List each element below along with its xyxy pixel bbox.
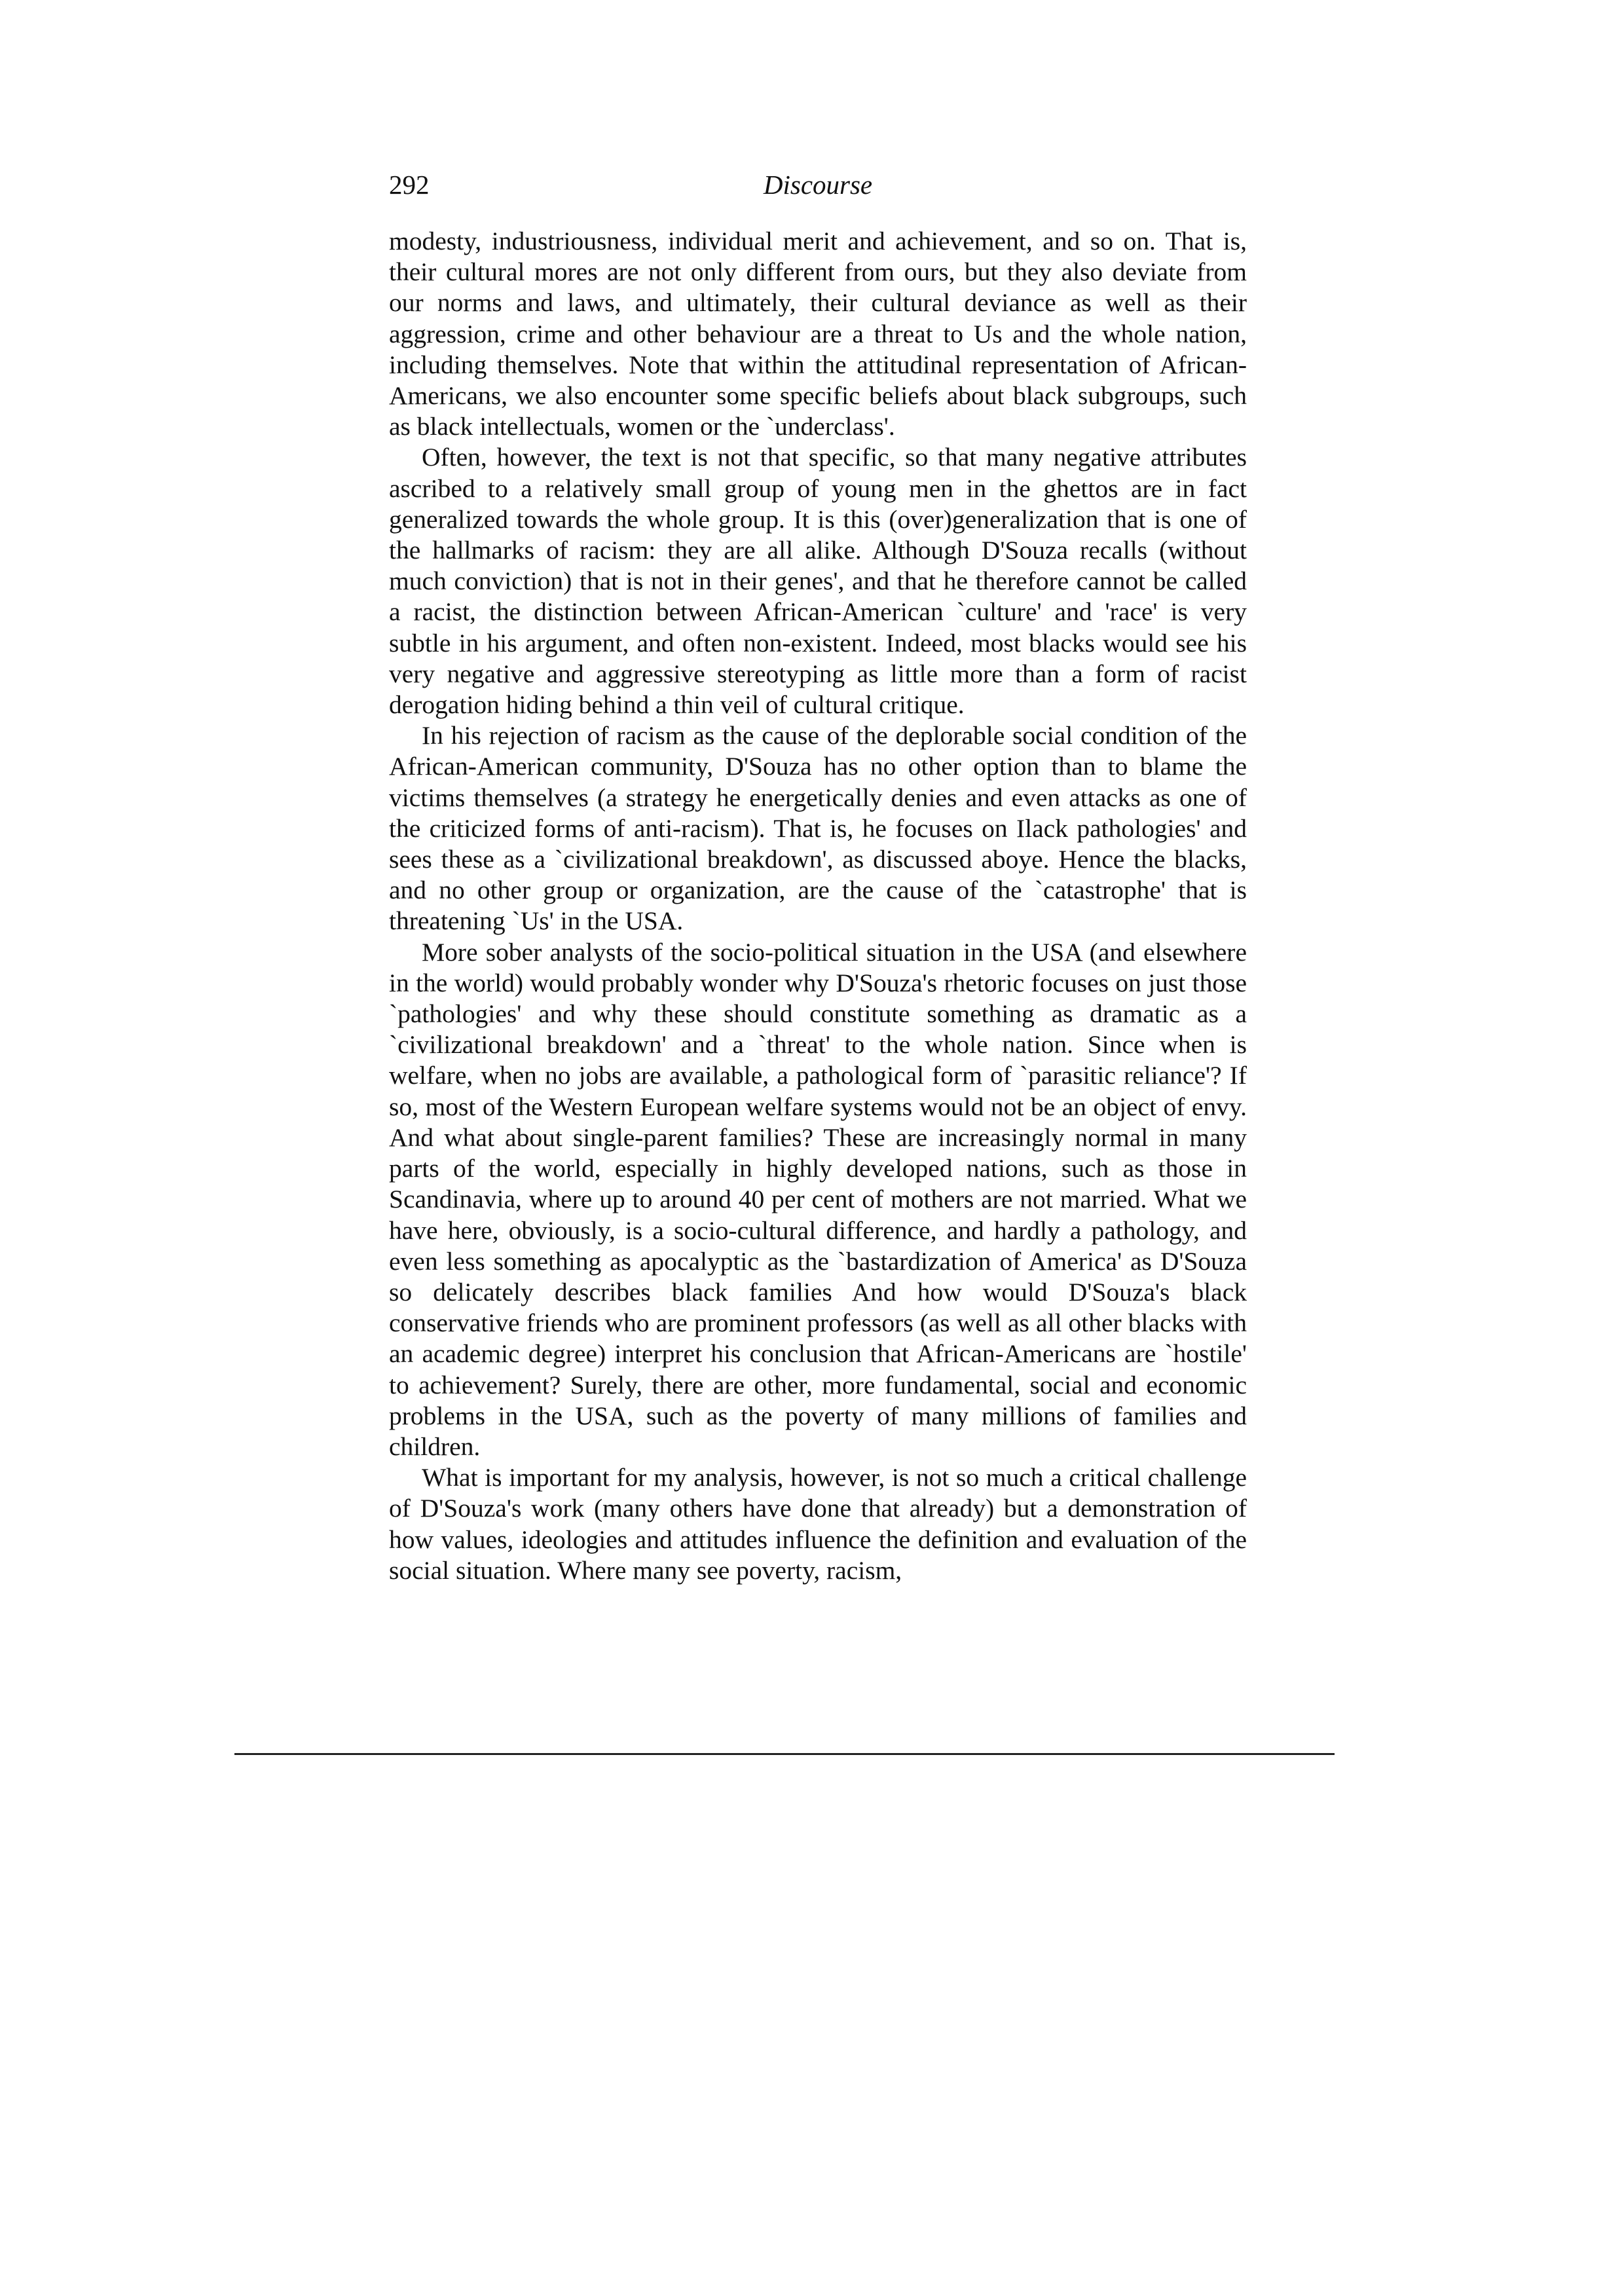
running-head: [389, 165, 1247, 204]
paragraph-2: Often, however, the text is not that specific, so that many negative attributes ascribed to a relatively small group of young men in the ghettos are in fact generalized towards the whole group. It is this (over)generalization that is one of the hallmarks of racism: they are all alike. Although D'Souza recalls (without much conviction) that is not in their genes', and that he therefore cannot be called a racist, the distinction between African-American `culture' and 'race' is very subtle in his argument, and often non-existent. Indeed, most blacks would see his very negative and aggressive stereotyping as little more than a form of racist derogation hiding behind a thin veil of cultural critique.: [389, 443, 1247, 720]
scan-edge-rule: [234, 1753, 1335, 1755]
body-text: [389, 226, 1247, 1586]
paragraph-4: More sober analysts of the socio-political situation in the USA (and elsewhere in the world) would probably wonder why D'Souza's rhetoric focuses on just those `pathologies' and why these should constitute something as dramatic as a `civilizational breakdown' and a `threat' to the whole nation. Since when is welfare, when no jobs are available, a pathological form of `parasitic reliance'? If so, most of the Western European welfare systems would not be an object of envy. And what about single-parent families? These are increasingly normal in many parts of the world, especially in highly developed nations, such as those in Scandinavia, where up to around 40 per cent of mothers are not married. What we have here, obviously, is a socio-cultural difference, and hardly a pathology, and even less something as apocalyptic as the `bastardization of America' as D'Souza so delicately describes black families And how would D'Souza's black conservative friends who are prominent professors (as well as all other blacks with an academic degree) interpret his conclusion that African-Americans are `hostile' to achievement? Surely, there are other, more fundamental, social and economic problems in the USA, such as the poverty of many millions of families and children.: [389, 937, 1247, 1461]
paragraph-5: What is important for my analysis, however, is not so much a critical challenge of D'Souza's work (many others have done that already) but a demonstration of how values, ideologies and attitudes influence the definition and evaluation of the social situation. Where many see poverty, racism,: [389, 1463, 1247, 1585]
paragraph-1: modesty, industriousness, individual merit and achievement, and so on. That is, their cultural mores are not only different from ours, but they also deviate from our norms and laws, and ultimately, their cultural deviance as well as their aggression, crime and other behaviour are a threat to Us and the whole nation, including themselves. Note that within the attitudinal representation of African-Americans, we also encounter some specific beliefs about black subgroups, such as black intellectuals, women or the `underclass'.: [389, 227, 1247, 441]
page-number: 292: [389, 170, 430, 200]
paragraph-3: In his rejection of racism as the cause of the deplorable social condition of the African-American community, D'Souza has no other option than to blame the victims themselves (a strategy he energetically denies and even attacks as one of the criticized forms of anti-racism). That is, he focuses on Ilack pathologies' and sees these as a `civilizational breakdown', as discussed aboye. Hence the blacks, and no other group or organization, are the cause of the `catastrophe' that is threatening `Us' in the USA.: [389, 721, 1247, 936]
running-title: Discourse: [763, 170, 873, 200]
